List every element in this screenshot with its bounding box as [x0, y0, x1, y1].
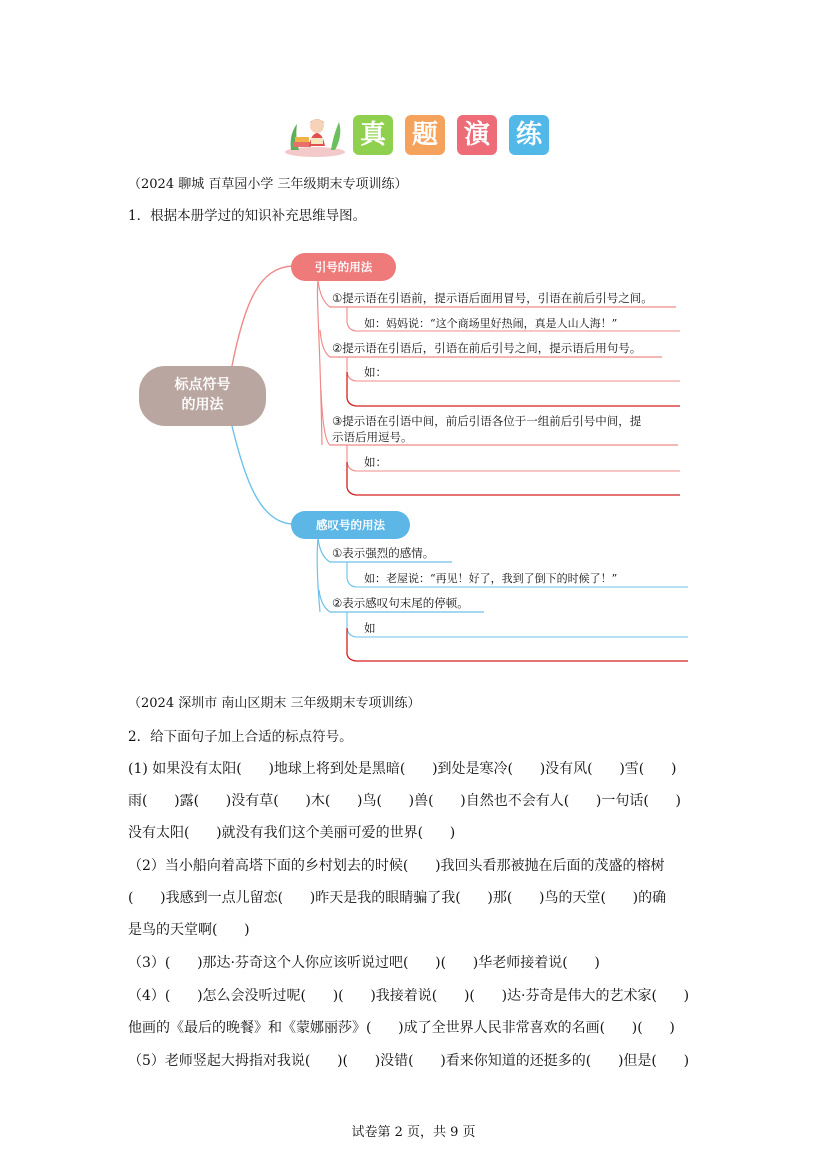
exercise-line: (1) 如果没有太阳( )地球上将到处是黑暗( )到处是寒冷( )没有风( )雪( )	[128, 761, 677, 777]
exercise-line: （3）( )那达·芬奇这个人你应该听说过吧( )( )华老师接着说( )	[128, 955, 600, 971]
exclaim-example-2: 如	[364, 621, 376, 635]
title-char: 题	[411, 120, 438, 150]
quote-rule-1: ①提示语在引语前，提示语后面用冒号，引语在前后引号之间。	[332, 291, 653, 305]
exercise-line: 雨( )露( )没有草( )木( )鸟( )兽( )自然也不会有人( )一句话( )	[128, 793, 681, 809]
page-footer: 试卷第 2 页，共 9 页	[351, 1125, 476, 1140]
exclaim-rule-2: ②表示感叹句末尾的停顿。	[332, 596, 469, 610]
exclaim-example-1: 如：老屋说：“再见！好了，我到了倒下的时候了！”	[364, 572, 618, 585]
question-prompt: 1．根据本册学过的知识补充思维导图。	[128, 208, 367, 224]
title-char: 真	[359, 120, 386, 150]
quote-rule-3: ③提示语在引语中间，前后引语各位于一组前后引号中间，提	[332, 414, 642, 428]
exclaim-rule-1: ①表示强烈的感情。	[332, 546, 435, 560]
quote-rule-2: ②提示语在引语后，引语在前后引号之间，提示语后用句号。	[332, 341, 642, 355]
exclaim-branch-label: 感叹号的用法	[291, 511, 410, 539]
exercise-line: 没有太阳( )就没有我们这个美丽可爱的世界( )	[128, 825, 456, 841]
quote-rule-3-cont: 示语后用逗号。	[332, 430, 413, 444]
exercise-line: ( )我感到一点儿留恋( )昨天是我的眼睛骗了我( )那( )鸟的天堂( )的确	[128, 890, 667, 906]
exercise-line: 是鸟的天堂啊( )	[128, 922, 250, 938]
question-source: （2024 深圳市 南山区期末 三年级期末专项训练）	[128, 696, 421, 711]
center-line-1: 标点符号	[174, 377, 231, 393]
exercise-line: （4）( )怎么会没听过呢( )( )我接着说( )( )达·芬奇是伟大的艺术家( )	[128, 988, 690, 1004]
title-char: 演	[463, 120, 490, 150]
exercise-line: （5）老师竖起大拇指对我说( )( )没错( )看来你知道的还挺多的( )但是( )	[128, 1053, 690, 1069]
mindmap-center-node	[139, 366, 266, 426]
question-prompt: 2．给下面句子加上合适的标点符号。	[128, 729, 353, 745]
question-source: （2024 聊城 百草园小学 三年级期末专项训练）	[128, 177, 408, 192]
exercise-line: 他画的《最后的晚餐》和《蒙娜丽莎》( )成了全世界人民非常喜欢的名画( )( )	[128, 1020, 675, 1036]
quote-example-2: 如：	[364, 365, 387, 379]
center-line-2: 的用法	[181, 397, 224, 413]
quote-example-3: 如：	[364, 455, 387, 469]
quote-example-1: 如：妈妈说：“这个商场里好热闹，真是人山人海！”	[364, 317, 618, 330]
quote-branch-label: 引号的用法	[291, 253, 396, 281]
title-char: 练	[515, 120, 542, 150]
exercise-line: （2）当小船向着高塔下面的乡村划去的时候( )我回头看那被抛在后面的茂盛的榕树	[128, 858, 665, 874]
